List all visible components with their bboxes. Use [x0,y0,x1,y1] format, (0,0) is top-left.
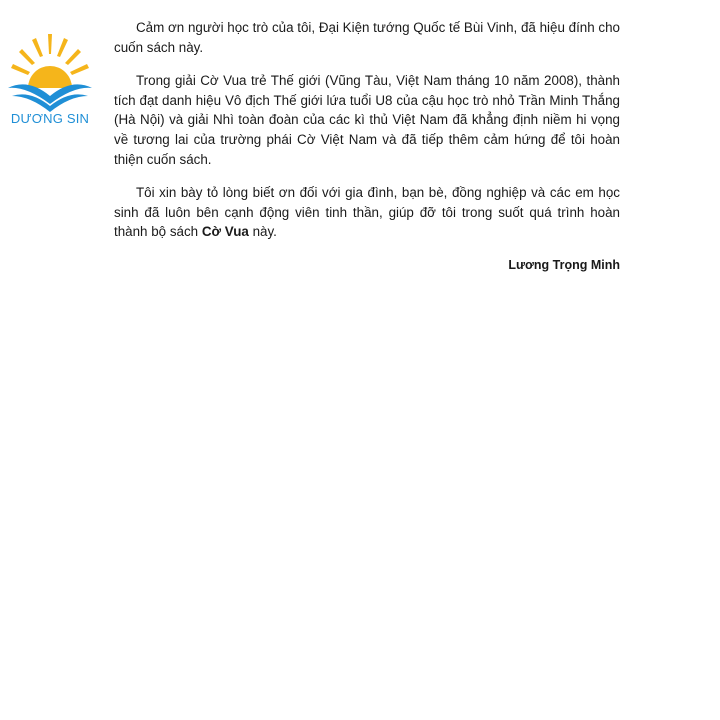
author-signature: Lương Trọng Minh [508,257,620,272]
acknowledgement-paragraph-3 [114,183,620,242]
sun-waves-icon [4,30,96,112]
acknowledgement-paragraph-1: Cảm ơn người học trò của tôi, Đại Kiện tướng Quốc tế Bùi Vinh, đã hiệu đính cho cuốn sách này. [114,20,620,55]
publisher-logo [4,30,96,126]
paragraph-3-end: này. [248,224,277,240]
page-body [114,18,620,276]
paragraph-3-text: Tôi xin bày tỏ lòng biết ơn đối với gia đình, bạn bè, đồng nghiệp và các em học sinh đã luôn bên cạnh động viên tinh thần, giúp đỡ tôi trong suốt quá trình hoàn thành bộ sách [114,185,620,240]
logo-text: DƯƠNG SIN [10,111,90,126]
book-title: Cờ Vua [201,224,249,240]
acknowledgement-paragraph-2: Trong giải Cờ Vua trẻ Thế giới (Vũng Tàu, Việt Nam tháng 10 năm 2008), thành tích đạt danh hiệu Vô địch Thế giới lứa tuổi U8 của cậu học trò nhỏ Trần Minh Thắng (Hà Nội) và giải Nhì toàn đoàn của các kì thủ Việt Nam đã khẳng định niềm hi vọng về tương lai của trường phái Cờ Việt Nam và đã tiếp thêm cảm hứng để tôi hoàn thiện cuốn sách. [114,73,620,167]
